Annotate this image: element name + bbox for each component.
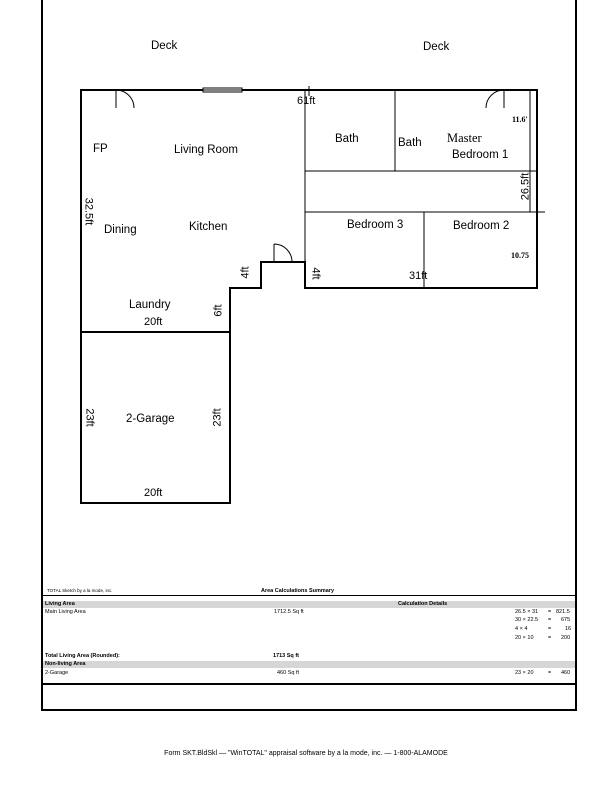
calc-result-4: 200 — [561, 635, 571, 641]
dim-left-32-5ft: 32.5ft — [82, 197, 95, 226]
room-bath-2: Bath — [398, 137, 422, 149]
summary-title: Area Calculations Summary — [261, 588, 335, 594]
calc-eq-1: = — [548, 609, 552, 615]
room-fp: FP — [93, 143, 108, 155]
garage-label: 2-Garage — [45, 670, 69, 676]
total-living-value: 1713 Sq ft — [273, 653, 299, 659]
door-swing-master — [486, 90, 504, 108]
calc-eq-3: = — [548, 626, 552, 632]
dim-garage-left-23ft: 23ft — [83, 408, 96, 427]
total-living-label: Total Living Area (Rounded): — [45, 653, 120, 659]
dim-notch-4ft-b: 4ft — [309, 267, 322, 280]
dim-notch-4ft-a: 4ft — [239, 266, 252, 279]
room-bath-1: Bath — [335, 133, 359, 145]
dim-note-10-75: 10.75 — [511, 251, 529, 260]
calc-expr-2: 30 × 22.5 — [515, 617, 539, 623]
dim-note-11-6: 11.6' — [512, 115, 528, 124]
calc-expr-3: 4 × 4 — [515, 626, 528, 632]
non-living-band — [43, 661, 575, 668]
living-area-header: Living Area — [45, 601, 75, 607]
calc-result-3: 16 — [565, 626, 572, 632]
dim-top-61ft: 61ft — [297, 95, 316, 107]
main-living-value: 1712.5 Sq ft — [274, 609, 304, 615]
room-master-line1: Master — [447, 131, 482, 145]
garage-value: 460 Sq ft — [277, 670, 300, 676]
calc-details-header: Calculation Details — [398, 601, 448, 607]
dim-garage-bottom-20ft: 20ft — [144, 487, 163, 499]
dim-right-26-5ft: 26.5ft — [519, 172, 532, 201]
summary-divider — [41, 595, 577, 596]
dim-laundry-6ft: 6ft — [212, 304, 225, 317]
room-bedroom-2: Bedroom 2 — [453, 220, 510, 232]
room-bedroom-3: Bedroom 3 — [347, 219, 404, 231]
living-area-band — [43, 601, 575, 608]
dim-bottom-31ft: 31ft — [409, 270, 428, 282]
dim-laundry-20ft: 20ft — [144, 316, 163, 328]
calc-result-2: 675 — [561, 617, 571, 623]
summary-bottom-rule — [41, 683, 577, 685]
deck-label-right: Deck — [423, 41, 450, 53]
door-swing-living — [116, 90, 134, 108]
house-outline — [81, 90, 537, 332]
room-dining: Dining — [104, 224, 137, 236]
main-living-label: Main Living Area — [45, 609, 86, 615]
form-footer: Form SKT.BldSkl — "WinTOTAL" appraisal software by a la mode, inc. — 1-800-ALAMODE — [164, 750, 448, 757]
non-living-header: Non-living Area — [45, 661, 86, 667]
calc-result-1: 821.5 — [556, 609, 570, 615]
room-kitchen: Kitchen — [189, 221, 228, 233]
room-garage: 2-Garage — [126, 413, 175, 425]
room-laundry: Laundry — [129, 299, 171, 311]
door-swing-kitchen — [274, 244, 292, 262]
calc-eq-2: = — [548, 617, 552, 623]
sketch-credit: TOTAL Sketch by a la mode, inc. — [47, 588, 113, 593]
room-master-line2: Bedroom 1 — [452, 149, 509, 161]
garage-calc-eq: = — [548, 670, 552, 676]
deck-label-left: Deck — [151, 40, 178, 52]
room-living-room: Living Room — [174, 144, 238, 156]
garage-calc-result: 460 — [561, 670, 571, 676]
dim-garage-right-23ft: 23ft — [211, 408, 224, 427]
garage-calc-expr: 23 × 20 — [515, 670, 534, 676]
calc-expr-4: 20 × 10 — [515, 635, 534, 641]
calc-expr-1: 26.5 × 31 — [515, 609, 539, 615]
calc-eq-4: = — [548, 635, 552, 641]
